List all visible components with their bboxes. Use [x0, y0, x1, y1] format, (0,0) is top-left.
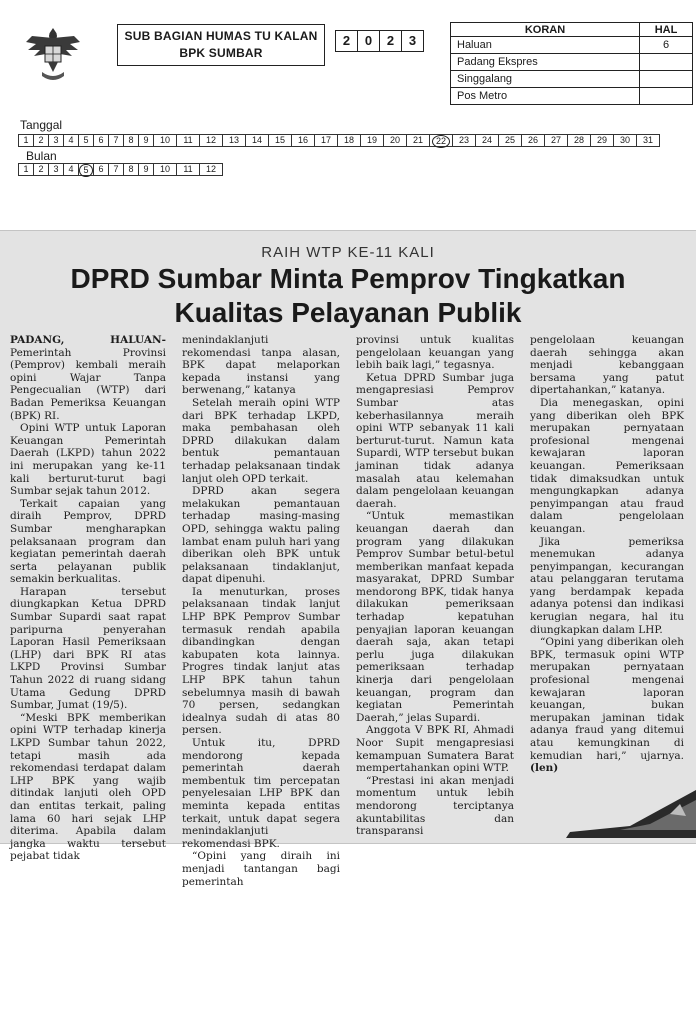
headline-line-2: Kualitas Pelayanan Publik — [174, 297, 522, 328]
grid-cell: 19 — [361, 134, 384, 147]
paragraph: Anggota V BPK RI, Ahmadi Noor Supit mengapresiasi kemampuan Sumatera Barat mempertahankan opini WTP. — [356, 724, 514, 775]
paragraph: “Untuk memastikan keuangan daerah dan program yang dilakukan Pemprov Sumbar betul-betul memberikan manfaat kepada masyarakat, DPRD Sumbar mendorong BPK, tidak hanya dilakukan pemeriksaan terhadap kepatuhan penyajian laporan keuangan daerah saja, akan tetapi perlu juga dilakukan pemeriksaan terhadap kinerja dari pengelolaan keuangan, program dan kegiatan Pemerintah Daerah,” jelas Supardi. — [356, 510, 514, 724]
paragraph: provinsi untuk kualitas pengelolaan keuangan yang lebih baik lagi,” tegasnya. — [356, 334, 514, 372]
paragraph: “Prestasi ini akan menjadi momentum untuk lebih mendorong terciptanya akuntabilitas dan transparansi — [356, 774, 514, 838]
unit-label-box — [117, 24, 325, 66]
grid-cell: 9 — [139, 134, 154, 147]
grid-cell: 7 — [109, 163, 124, 176]
grid-cell: 21 — [407, 134, 430, 147]
year-digit: 2 — [380, 31, 402, 51]
hal-header: HAL — [640, 23, 693, 37]
grid-cell: 11 — [177, 163, 200, 176]
article-column-4 — [530, 334, 684, 775]
article-column-3 — [356, 334, 514, 838]
grid-cell: 10 — [154, 163, 177, 176]
photo-fragment-image — [560, 780, 696, 840]
table-row — [451, 71, 693, 88]
tanggal-grid — [18, 134, 660, 147]
grid-cell: 25 — [499, 134, 522, 147]
grid-cell: 2 — [34, 163, 49, 176]
grid-cell: 24 — [476, 134, 499, 147]
grid-cell: 31 — [637, 134, 660, 147]
year-digit: 3 — [408, 33, 417, 48]
grid-cell: 4 — [64, 163, 79, 176]
grid-cell: 11 — [177, 134, 200, 147]
grid-cell: 17 — [315, 134, 338, 147]
grid-cell: 2 — [34, 134, 49, 147]
grid-cell: 6 — [94, 134, 109, 147]
paragraph: “Opini yang diraih ini menjadi tantangan bagi pemerintah — [182, 850, 340, 888]
newspaper-name: Padang Ekspres — [451, 54, 640, 71]
grid-cell: 13 — [223, 134, 246, 147]
grid-cell: 4 — [64, 134, 79, 147]
grid-cell: 15 — [269, 134, 292, 147]
paragraph: pengelolaan keuangan daerah sehingga akan menjadi kebanggaan bersama yang patut dipertahankan,” katanya. — [530, 334, 684, 397]
paragraph: Terkait capaian yang diraih Pemprov, DPRD Sumbar mengharapkan pelaksanaan program dan kegiatan pemerintah daerah serta pelayanan publik semakin berkualitas. — [10, 497, 166, 586]
paragraph: Untuk itu, DPRD mendorong kepada pemerintah daerah membentuk tim percepatan penyelesaian LHP BPK dan meminta kepada entitas terkait, untuk dapat segera menindaklanjuti rekomendasi BPK. — [182, 737, 340, 850]
paragraph: Opini WTP untuk Laporan Keuangan Pemerintah Daerah (LKPD) tahun 2022 ini merupakan yang ke-11 kali berturut-turut bagi Sumbar sejak tahun 2012. — [10, 422, 166, 498]
grid-cell: 12 — [200, 134, 223, 147]
headline-line-1: DPRD Sumbar Minta Pemprov Tingkatkan — [70, 263, 626, 294]
unit-line-1: SUB BAGIAN HUMAS TU KALAN — [124, 29, 318, 43]
grid-cell: 26 — [522, 134, 545, 147]
paragraph: Dia menegaskan, opini yang diberikan oleh BPK merupakan pernyataan profesional mengenai kewajaran laporan keuangan. Pemeriksaan tidak dimaksudkan untuk mengungkapkan adanya penyimpangan atau fraud dalam pengelolaan keuangan. — [530, 396, 684, 535]
table-row — [451, 88, 693, 105]
grid-cell: 1 — [18, 163, 34, 176]
grid-cell: 8 — [124, 163, 139, 176]
paragraph: menindaklanjuti rekomendasi tanpa alasan, BPK dapat melaporkan kepada instansi yang berwenang,” katanya — [182, 334, 340, 397]
bulan-grid — [18, 163, 223, 176]
dateline: PADANG, HALUAN- — [10, 334, 166, 346]
year-digit: 2 — [336, 31, 358, 51]
newspaper-table — [450, 22, 693, 105]
grid-cell: 1 — [18, 134, 34, 147]
paragraph: Ia menuturkan, proses pelaksanaan tindak lanjut LHP BPK Pemprov Sumbar termasuk rendah apabila dibandingkan dengan kabupaten kota lainnya. Progres tindak lanjut atas LHP BPK tahun tahun sebelumnya masih di bawah 70 persen, sedangkan idealnya sudah di atas 80 persen. — [182, 585, 340, 737]
paragraph: “Meski BPK memberikan opini WTP terhadap kinerja LKPD Sumbar tahun 2022, tetapi masih ada rekomendasi terdapat dalam LHP BPK yang wajib ditindak lanjuti oleh OPD dan entitas terkait, paling lama 60 hari sejak LHP diterima. Apabila dalam jangka waktu tersebut pejabat tidak — [10, 711, 166, 863]
newspaper-page: 6 — [640, 37, 693, 54]
newspaper-name: Singgalang — [451, 71, 640, 88]
grid-cell: 9 — [139, 163, 154, 176]
grid-cell: 29 — [591, 134, 614, 147]
grid-cell: 20 — [384, 134, 407, 147]
table-row — [451, 54, 693, 71]
article-column-2 — [182, 334, 340, 888]
grid-cell: 12 — [200, 163, 223, 176]
newspaper-name: Pos Metro — [451, 88, 640, 105]
grid-cell: 6 — [94, 163, 109, 176]
newspaper-page — [640, 88, 693, 105]
paragraph: “Opini yang diberikan oleh BPK, termasuk opini WTP merupakan pernyataan profesional mengenai kewajaran laporan keuangan, bukan merupakan jaminan tidak adanya fraud yang ditemui atau kemungkinan di kemudian hari,” ujarnya. (len) — [530, 636, 684, 775]
newspaper-name: Haluan — [451, 37, 640, 54]
grid-cell: 10 — [154, 134, 177, 147]
grid-cell: 5 — [79, 134, 94, 147]
grid-cell: 28 — [568, 134, 591, 147]
tanggal-label: Tanggal — [20, 118, 63, 132]
grid-cell: 7 — [109, 134, 124, 147]
year-digit: 0 — [358, 31, 380, 51]
grid-cell: 18 — [338, 134, 361, 147]
grid-cell: 23 — [453, 134, 476, 147]
grid-cell: 22 — [430, 134, 453, 147]
article-column-1 — [10, 334, 166, 863]
grid-cell: 5 — [79, 163, 94, 176]
article-headline — [20, 262, 676, 330]
grid-cell: 27 — [545, 134, 568, 147]
grid-cell: 14 — [246, 134, 269, 147]
paragraph: Ketua DPRD Sumbar juga mengapresiasi Pemprov Sumbar atas keberhasilannya meraih opini WTP sebanyak 11 kali berturut-turut. Namun kata Supardi, WTP tersebut bukan jaminan tidak adanya masalah atau kelemahan dalam pengelolaan keuangan daerah. — [356, 371, 514, 510]
unit-line-2: BPK SUMBAR — [179, 46, 263, 60]
paragraph: DPRD akan segera melakukan pemantauan terhadap masing-masing OPD, sehingga waktu paling lambat enam puluh hari yang diberikan oleh BPK untuk pelaksanaan tindaklanjut, dapat dipenuhi. — [182, 485, 340, 586]
paragraph: Harapan tersebut diungkapkan Ketua DPRD Sumbar Supardi saat rapat paripurna penyerahan Laporan Hasil Pemeriksaan (LHP) dari BPK RI atas LKPD Provinsi Sumbar Tahun 2022 di ruang sidang Utama Gedung DPRD Sumbar, Jumat (19/5). — [10, 585, 166, 712]
grid-cell: 16 — [292, 134, 315, 147]
bulan-label: Bulan — [26, 149, 57, 163]
paragraph: Setelah meraih opini WTP dari BPK terhadap LKPD, maka pembahasan oleh DPRD dilakukan dalam bentuk pemantauan terhadap pelaksanaan tindak lanjut oleh OPD terkait. — [182, 396, 340, 485]
table-row — [451, 37, 693, 54]
newspaper-page — [640, 71, 693, 88]
grid-cell: 8 — [124, 134, 139, 147]
newspaper-page — [640, 54, 693, 71]
paragraph: Jika pemeriksa menemukan adanya penyimpangan, kecurangan atau pelanggaran terutama yang berdampak kepada adanya potensi dan indikasi kerugian negara, hal itu diungkapkan dalam LHP. — [530, 535, 684, 636]
paragraph: PADANG, HALUAN- Pemerintah Provinsi (Pemprov) kembali meraih opini Wajar Tanpa Pengecualian (WTP) dari Badan Pemeriksa Keuangan (BPK) RI. — [10, 334, 166, 422]
grid-cell: 30 — [614, 134, 637, 147]
grid-cell: 3 — [49, 134, 64, 147]
koran-header: KORAN — [451, 23, 640, 37]
garuda-emblem-icon — [22, 22, 84, 88]
author-signoff: (len) — [530, 762, 559, 775]
year-box — [335, 30, 424, 52]
article-kicker: RAIH WTP KE-11 KALI — [261, 244, 435, 261]
grid-cell: 3 — [49, 163, 64, 176]
